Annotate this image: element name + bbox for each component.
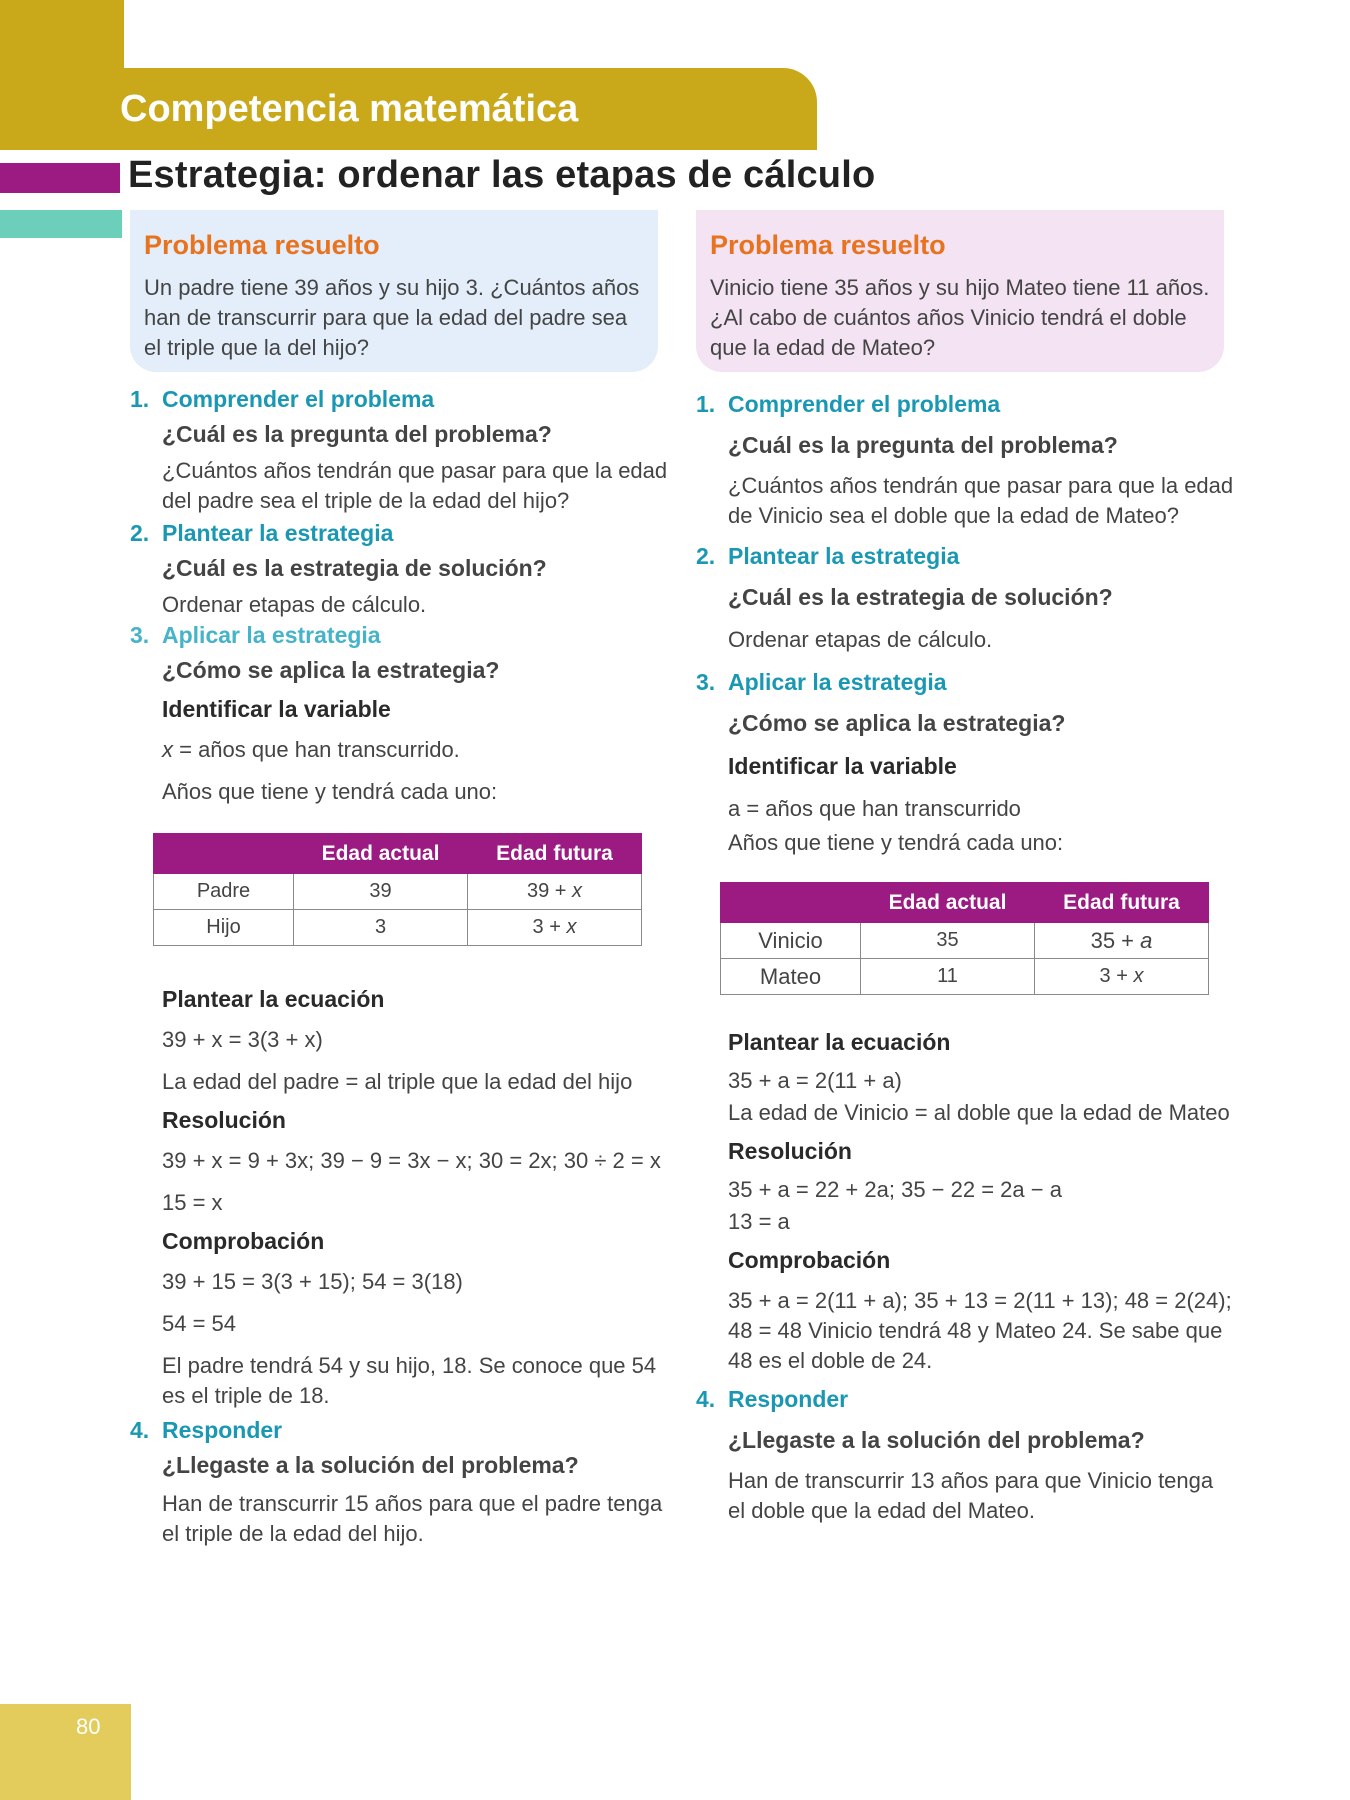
check-label: Comprobación xyxy=(728,1247,891,1273)
step-number: 3. xyxy=(696,669,716,695)
step-number: 4. xyxy=(696,1386,716,1412)
page-number-tab xyxy=(0,1704,131,1800)
step-1-question: ¿Cuál es la pregunta del problema? xyxy=(162,421,552,447)
variable-definition xyxy=(130,735,670,765)
resolution-line: 35 + a = 22 + 2a; 35 − 22 = 2a − a xyxy=(728,1177,1062,1202)
step-2-answer: Ordenar etapas de cálculo. xyxy=(162,592,427,617)
page-number: 80 xyxy=(76,1714,101,1739)
variable-definition: a = años que han transcurrido xyxy=(728,796,1021,821)
ages-table xyxy=(720,882,1209,995)
solution-column-left xyxy=(130,386,670,1549)
step-1-answer: ¿Cuántos años tendrán que pasar para que la edad de Vinicio sea el doble que la edad de Mateo? xyxy=(728,473,1234,528)
step-title: Aplicar la estrategia xyxy=(162,622,381,648)
table-cell-now: 39 xyxy=(294,874,468,910)
step-4-answer: Han de transcurrir 15 años para que el padre tenga el triple de la edad del hijo. xyxy=(162,1491,663,1546)
equation-label: Plantear la ecuación xyxy=(728,1029,951,1055)
future-variable: x xyxy=(572,880,583,902)
future-base: 35 + xyxy=(1090,927,1141,953)
step-number: 3. xyxy=(130,622,150,648)
equation-text: La edad de Vinicio = al doble que la edad de Mateo xyxy=(728,1100,1230,1125)
step-2-heading xyxy=(696,543,1236,570)
future-variable: x xyxy=(1133,965,1144,987)
step-4-question: ¿Llegaste a la solución del problema? xyxy=(728,1427,1145,1453)
step-title: Comprender el problema xyxy=(162,386,435,412)
equation: 35 + a = 2(11 + a) xyxy=(728,1068,902,1093)
ages-intro: Años que tiene y tendrá cada uno: xyxy=(162,779,498,804)
equation-label: Plantear la ecuación xyxy=(162,986,385,1012)
table-header: Edad futura xyxy=(1035,883,1209,923)
variable-label: Identificar la variable xyxy=(728,753,957,779)
step-2-question: ¿Cuál es la estrategia de solución? xyxy=(162,555,547,581)
problem-box-text: Un padre tiene 39 años y su hijo 3. ¿Cuántos años han de transcurrir para que la edad del padre sea el triple que la del hijo? xyxy=(144,275,640,360)
table-row xyxy=(721,959,1209,995)
step-2-answer: Ordenar etapas de cálculo. xyxy=(728,627,993,652)
step-title: Comprender el problema xyxy=(728,391,1001,417)
ages-table xyxy=(153,833,642,946)
step-title: Aplicar la estrategia xyxy=(728,669,947,695)
step-3-heading xyxy=(696,669,1236,696)
equation: 39 + x = 3(3 + x) xyxy=(162,1027,323,1052)
problem-box-left xyxy=(130,210,658,372)
future-base: 3 + xyxy=(1099,965,1134,987)
magenta-accent-bar xyxy=(0,163,120,193)
table-cell-now: 35 xyxy=(861,923,1035,959)
page-title: Estrategia: ordenar las etapas de cálculo xyxy=(128,154,876,196)
step-title: Responder xyxy=(728,1386,849,1412)
equation-text: La edad del padre = al triple que la edad del hijo xyxy=(162,1069,633,1094)
step-number: 2. xyxy=(130,520,150,546)
table-cell-now: 11 xyxy=(861,959,1035,995)
variable-symbol: x xyxy=(162,737,173,762)
solution-column-right xyxy=(696,391,1236,1526)
check-line: 54 = 54 xyxy=(162,1311,237,1336)
table-header-blank xyxy=(154,834,294,874)
step-1-heading xyxy=(130,386,670,413)
step-4-answer: Han de transcurrir 13 años para que Vinicio tenga el doble que la edad del Mateo. xyxy=(728,1468,1214,1523)
check-label: Comprobación xyxy=(162,1228,325,1254)
table-header: Edad actual xyxy=(294,834,468,874)
table-cell-future xyxy=(468,874,642,910)
step-3-heading xyxy=(130,622,670,649)
table-cell-name: Padre xyxy=(154,874,294,910)
section-title: Competencia matemática xyxy=(120,88,579,130)
problem-box-title: Problema resuelto xyxy=(710,230,946,260)
table-header: Edad actual xyxy=(861,883,1035,923)
table-cell-future xyxy=(1035,959,1209,995)
step-title: Plantear la estrategia xyxy=(162,520,394,546)
table-cell-name: Vinicio xyxy=(721,923,861,959)
step-2-question: ¿Cuál es la estrategia de solución? xyxy=(728,584,1113,610)
step-4-heading xyxy=(130,1417,670,1444)
step-2-heading xyxy=(130,520,670,547)
step-1-question: ¿Cuál es la pregunta del problema? xyxy=(728,432,1118,458)
check-line: 39 + 15 = 3(3 + 15); 54 = 3(18) xyxy=(162,1269,463,1294)
table-cell-name: Hijo xyxy=(154,910,294,946)
future-variable: x xyxy=(566,916,577,938)
step-1-heading xyxy=(696,391,1236,418)
resolution-label: Resolución xyxy=(162,1107,286,1133)
variable-text: = años que han transcurrido. xyxy=(173,737,460,762)
problem-box-right xyxy=(696,210,1224,372)
check-line: 35 + a = 2(11 + a); 35 + 13 = 2(11 + 13); 48 = 2(24); 48 = 48 Vinicio tendrá 48 y Mateo 24. Se sabe que 48 es el doble de 24. xyxy=(728,1288,1232,1373)
table-header-row xyxy=(154,834,642,874)
step-number: 1. xyxy=(130,386,150,412)
teal-accent-bar xyxy=(0,210,122,238)
step-title: Plantear la estrategia xyxy=(728,543,960,569)
step-number: 2. xyxy=(696,543,716,569)
future-base: 39 + xyxy=(526,880,573,902)
step-1-answer: ¿Cuántos años tendrán que pasar para que la edad del padre sea el triple de la edad del hijo? xyxy=(162,458,668,513)
step-3-question: ¿Cómo se aplica la estrategia? xyxy=(162,657,500,683)
table-cell-future xyxy=(468,910,642,946)
step-title: Responder xyxy=(162,1417,283,1443)
resolution-label: Resolución xyxy=(728,1138,852,1164)
resolution-line: 39 + x = 9 + 3x; 39 − 9 = 3x − x; 30 = 2x; 30 ÷ 2 = x xyxy=(162,1148,661,1173)
future-base: 3 + xyxy=(532,916,567,938)
table-cell-name: Mateo xyxy=(721,959,861,995)
table-row xyxy=(154,874,642,910)
problem-box-title: Problema resuelto xyxy=(144,230,380,260)
table-header-blank xyxy=(721,883,861,923)
table-row xyxy=(154,910,642,946)
ages-intro: Años que tiene y tendrá cada uno: xyxy=(728,830,1064,855)
table-cell-future xyxy=(1035,923,1209,959)
step-4-question: ¿Llegaste a la solución del problema? xyxy=(162,1452,579,1478)
resolution-line: 15 = x xyxy=(162,1190,223,1215)
step-3-question: ¿Cómo se aplica la estrategia? xyxy=(728,710,1066,736)
table-header-row xyxy=(721,883,1209,923)
table-row xyxy=(721,923,1209,959)
table-cell-now: 3 xyxy=(294,910,468,946)
step-number: 4. xyxy=(130,1417,150,1443)
check-conclusion: El padre tendrá 54 y su hijo, 18. Se conoce que 54 es el triple de 18. xyxy=(162,1353,657,1408)
problem-box-text: Vinicio tiene 35 años y su hijo Mateo tiene 11 años. ¿Al cabo de cuántos años Vinicio tendrá el doble que la edad de Mateo? xyxy=(710,275,1210,360)
table-header: Edad futura xyxy=(468,834,642,874)
step-number: 1. xyxy=(696,391,716,417)
step-4-heading xyxy=(696,1386,1236,1413)
resolution-line: 13 = a xyxy=(728,1209,790,1234)
future-variable: a xyxy=(1140,927,1153,953)
variable-label: Identificar la variable xyxy=(162,696,391,722)
